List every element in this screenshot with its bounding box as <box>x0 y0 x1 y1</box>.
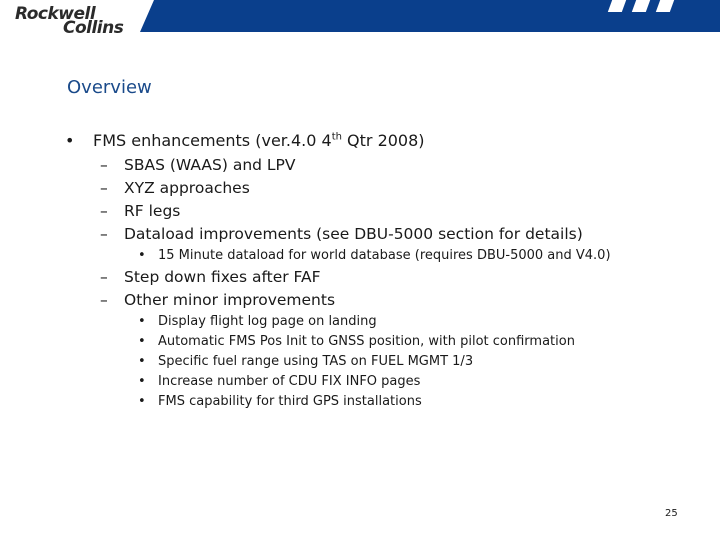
bullet-icon: • <box>65 131 75 150</box>
header-blue-bar <box>140 0 720 32</box>
rockwell-collins-logo <box>15 4 135 38</box>
logo-line-2: Collins <box>63 18 124 38</box>
main-bullet-text: FMS enhancements (ver.4.0 4th Qtr 2008) <box>93 131 425 150</box>
logo-line-1: Rockwell <box>15 4 96 24</box>
page-title: Overview <box>67 77 152 98</box>
header-band <box>0 0 720 38</box>
header-stripes <box>610 0 690 12</box>
page-number: 25 <box>665 508 678 519</box>
